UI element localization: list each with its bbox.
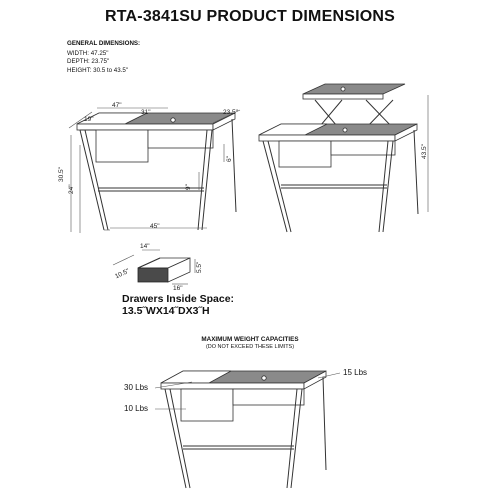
desk-capacity-leg xyxy=(323,377,326,470)
drawers-inside-space-heading: Drawers Inside Space: xyxy=(122,293,235,305)
desk-lifted-apron xyxy=(331,141,395,155)
capacity-heading-block xyxy=(0,336,500,350)
weight-10-lbs: 10 Lbs xyxy=(124,404,149,413)
desk-lifted-drawing xyxy=(259,84,428,232)
drawer-dim-16-label: 16" xyxy=(173,285,183,292)
desk-capacity-top-edge xyxy=(161,383,304,389)
dim-19-label: 19" xyxy=(84,116,94,123)
height-spec: HEIGHT: 30.5 to 43.5" xyxy=(67,66,129,74)
desk-closed-apron xyxy=(148,130,213,148)
desk-closed-drawing xyxy=(69,108,240,233)
drawer-drawing xyxy=(113,250,195,284)
lift-top-edge xyxy=(303,94,383,99)
desk-lifted-leg xyxy=(414,130,418,214)
desk-closed-leg xyxy=(232,119,236,212)
dim-9-label: 9" xyxy=(185,184,192,190)
dim-30-5-label: 30.5" xyxy=(58,167,65,182)
dim-6-label: 6" xyxy=(226,156,233,162)
dim-45-label: 45" xyxy=(150,223,160,230)
depth-spec: DEPTH: 23.75" xyxy=(67,58,110,66)
desk-lifted-drawer-front xyxy=(279,141,331,167)
dim-47-label: 47" xyxy=(112,102,122,109)
weight-15-lbs: 15 Lbs xyxy=(343,368,368,377)
weight-30-lbs: 30 Lbs xyxy=(124,383,149,392)
desk-capacity-drawing xyxy=(155,371,340,488)
desk-capacity-apron xyxy=(233,389,304,405)
lift-top-raised xyxy=(303,84,405,94)
drawers-inside-space-value: 13.5˝WX14˝DX3˝H xyxy=(122,305,210,317)
capacity-subheading: (DO NOT EXCEED THESE LIMITS) xyxy=(205,344,295,350)
dim-31-label: 31" xyxy=(141,109,151,116)
dim-23-5-label: 23.5" xyxy=(223,109,238,116)
desk-capacity-drawer-front xyxy=(181,389,233,421)
dim-43-5-label: 43.5" xyxy=(421,144,428,159)
desk-closed-drawer-front xyxy=(96,130,148,162)
drawer-dim-10-5-label: 10.5" xyxy=(114,267,131,281)
dim-24-label: 24" xyxy=(68,184,75,194)
capacity-heading: MAXIMUM WEIGHT CAPACITIES xyxy=(201,336,299,343)
drawers-inside-space xyxy=(122,293,234,317)
drawer-front xyxy=(138,268,168,282)
general-dimensions-heading: GENERAL DIMENSIONS: xyxy=(67,40,141,47)
desk-closed-top-edge xyxy=(77,124,213,130)
drawer-dim-5-5-label: 5.5" xyxy=(196,261,203,273)
drawer-dim-14-label: 14" xyxy=(140,243,150,250)
page-title: RTA-3841SU PRODUCT DIMENSIONS xyxy=(105,8,395,25)
desk-lifted-top-edge xyxy=(259,135,395,141)
width-spec: WIDTH: 47.25" xyxy=(67,49,109,57)
